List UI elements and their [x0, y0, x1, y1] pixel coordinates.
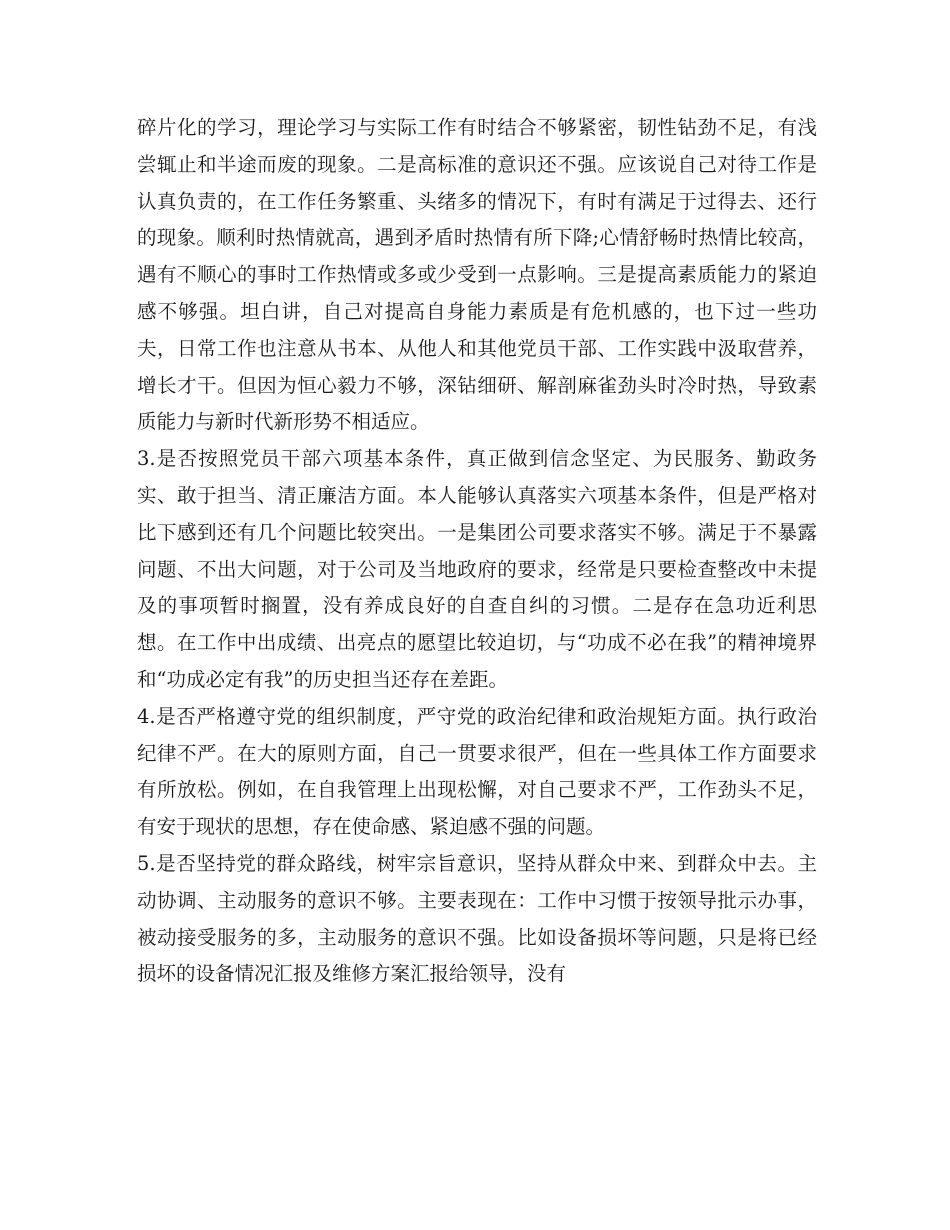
- document-body: [137, 110, 817, 993]
- paragraph-2: 3.是否按照党员干部六项基本条件，真正做到信念坚定、为民服务、勤政务实、敢于担当、清正廉洁方面。本人能够认真落实六项基本条件，但是严格对比下感到还有几个问题比较突出。一是集团公司要求落实不够。满足于不暴露问题、不出大问题，对于公司及当地政府的要求，经常是只要检查整改中未提及的事项暂时搁置，没有养成良好的自查自纠的习惯。二是存在急功近利思想。在工作中出成绩、出亮点的愿望比较迫切，与“功成不必在我”的精神境界和“功成必定有我”的历史担当还存在差距。: [137, 447, 817, 691]
- paragraph-3: 4.是否严格遵守党的组织制度，严守党的政治纪律和政治规矩方面。执行政治纪律不严。在大的原则方面，自己一贯要求很严，但在一些具体工作方面要求有所放松。例如，在自我管理上出现松懈，对自己要求不严，工作劲头不足，有安于现状的思想，存在使命感、紧迫感不强的问题。: [137, 704, 817, 839]
- paragraph-1: 碎片化的学习，理论学习与实际工作有时结合不够紧密，韧性钻劲不足，有浅尝辄止和半途而废的现象。二是高标准的意识还不强。应该说自己对待工作是认真负责的，在工作任务繁重、头绪多的情况下，有时有满足于过得去、还行的现象。顺利时热情就高，遇到矛盾时热情有所下降;心情舒畅时热情比较高，遇有不顺心的事时工作热情或多或少受到一点影响。三是提高素质能力的紧迫感不够强。坦白讲，自己对提高自身能力素质是有危机感的，也下过一些功夫，日常工作也注意从书本、从他人和其他党员干部、工作实践中汲取营养，增长才干。但因为恒心毅力不够，深钻细研、解剖麻雀劲头时冷时热，导致素质能力与新时代新形势不相适应。: [137, 116, 817, 434]
- paragraph-4: 5.是否坚持党的群众路线，树牢宗旨意识，坚持从群众中来、到群众中去。主动协调、主动服务的意识不够。主要表现在：工作中习惯于按领导批示办事，被动接受服务的多，主动服务的意识不强。比如设备损坏等问题，只是将已经损坏的设备情况汇报及维修方案汇报给领导，没有: [137, 851, 817, 986]
